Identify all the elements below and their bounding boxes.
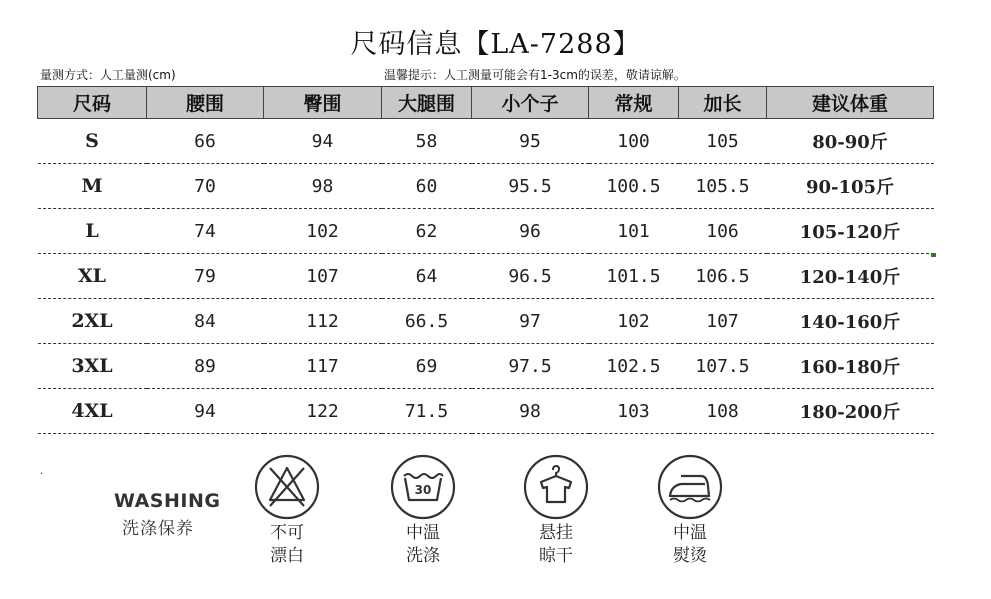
care-wash-30	[383, 454, 463, 568]
header-waist: 腰围	[147, 87, 264, 119]
cell-regular: 101.5	[589, 254, 679, 299]
cell-weight: 140-160斤	[767, 299, 934, 344]
cell-regular: 102.5	[589, 344, 679, 389]
cell-thigh: 62	[382, 209, 472, 254]
cell-size: S	[38, 119, 147, 164]
cell-waist: 66	[147, 119, 264, 164]
cell-long: 106	[679, 209, 767, 254]
header-weight: 建议体重	[767, 87, 934, 119]
header-thigh: 大腿围	[382, 87, 472, 119]
header-size: 尺码	[38, 87, 147, 119]
cell-hip: 112	[264, 299, 382, 344]
cell-petite: 96	[472, 209, 589, 254]
cell-long: 107	[679, 299, 767, 344]
cell-thigh: 69	[382, 344, 472, 389]
hang-dry-icon	[523, 454, 589, 520]
cell-size: XL	[38, 254, 147, 299]
cell-hip: 107	[264, 254, 382, 299]
cell-size: 3XL	[38, 344, 147, 389]
no-bleach-icon	[254, 454, 320, 520]
care-iron-medium	[650, 454, 730, 568]
care-label-line2: 洗涤	[406, 546, 440, 566]
iron-medium-icon	[657, 454, 723, 520]
care-hang-dry	[516, 454, 596, 568]
cell-waist: 89	[147, 344, 264, 389]
cell-weight: 120-140斤	[767, 254, 934, 299]
wash-temp: 30	[414, 483, 432, 497]
care-label-line2: 熨烫	[673, 546, 707, 566]
care-label-line2: 晾干	[539, 546, 573, 566]
cell-waist: 84	[147, 299, 264, 344]
cell-size: 4XL	[38, 389, 147, 434]
cell-weight: 180-200斤	[767, 389, 934, 434]
cell-petite: 97.5	[472, 344, 589, 389]
cell-thigh: 64	[382, 254, 472, 299]
wash-30-icon	[390, 454, 456, 520]
page-title: 尺码信息【LA-7288】	[350, 29, 641, 60]
cell-size: 2XL	[38, 299, 147, 344]
cell-long: 108	[679, 389, 767, 434]
cell-size: M	[38, 164, 147, 209]
cell-weight: 160-180斤	[767, 344, 934, 389]
cell-thigh: 60	[382, 164, 472, 209]
table-row	[38, 164, 934, 209]
cell-regular: 101	[589, 209, 679, 254]
size-table	[37, 86, 934, 434]
care-label-line1: 中温	[673, 523, 707, 543]
cell-long: 106.5	[679, 254, 767, 299]
cell-weight: 80-90斤	[767, 119, 934, 164]
washing-title-cn: 洗涤保养	[122, 519, 194, 539]
care-no-bleach	[247, 454, 327, 568]
cell-petite: 98	[472, 389, 589, 434]
table-row	[38, 299, 934, 344]
cell-waist: 70	[147, 164, 264, 209]
cell-hip: 98	[264, 164, 382, 209]
cell-waist: 94	[147, 389, 264, 434]
stray-green-mark	[931, 253, 936, 257]
cell-waist: 74	[147, 209, 264, 254]
cell-hip: 94	[264, 119, 382, 164]
cell-weight: 90-105斤	[767, 164, 934, 209]
cell-long: 107.5	[679, 344, 767, 389]
cell-size: L	[38, 209, 147, 254]
cell-petite: 95.5	[472, 164, 589, 209]
care-label-line1: 不可	[270, 523, 304, 543]
washing-title-en: WASHING	[114, 490, 221, 512]
care-label-line1: 中温	[406, 523, 440, 543]
header-petite: 小个子	[472, 87, 589, 119]
cell-regular: 100	[589, 119, 679, 164]
care-label-line2: 漂白	[270, 546, 304, 566]
table-row	[38, 254, 934, 299]
stray-dot: .	[40, 466, 44, 477]
header-hip: 臀围	[264, 87, 382, 119]
cell-weight: 105-120斤	[767, 209, 934, 254]
table-row	[38, 209, 934, 254]
cell-regular: 100.5	[589, 164, 679, 209]
cell-petite: 95	[472, 119, 589, 164]
header-long: 加长	[679, 87, 767, 119]
cell-hip: 117	[264, 344, 382, 389]
cell-petite: 97	[472, 299, 589, 344]
cell-thigh: 71.5	[382, 389, 472, 434]
table-row	[38, 389, 934, 434]
cell-petite: 96.5	[472, 254, 589, 299]
table-row	[38, 119, 934, 164]
cell-long: 105.5	[679, 164, 767, 209]
measure-tip-note: 温馨提示：人工测量可能会有1-3cm的误差，敬请谅解。	[384, 68, 686, 82]
header-regular: 常规	[589, 87, 679, 119]
table-row	[38, 344, 934, 389]
cell-regular: 102	[589, 299, 679, 344]
cell-hip: 102	[264, 209, 382, 254]
cell-thigh: 58	[382, 119, 472, 164]
measure-method-note: 量测方式：人工量测(cm)	[40, 68, 176, 82]
cell-thigh: 66.5	[382, 299, 472, 344]
table-header-row	[38, 87, 934, 119]
cell-hip: 122	[264, 389, 382, 434]
cell-regular: 103	[589, 389, 679, 434]
care-label-line1: 悬挂	[539, 523, 573, 543]
cell-long: 105	[679, 119, 767, 164]
cell-waist: 79	[147, 254, 264, 299]
